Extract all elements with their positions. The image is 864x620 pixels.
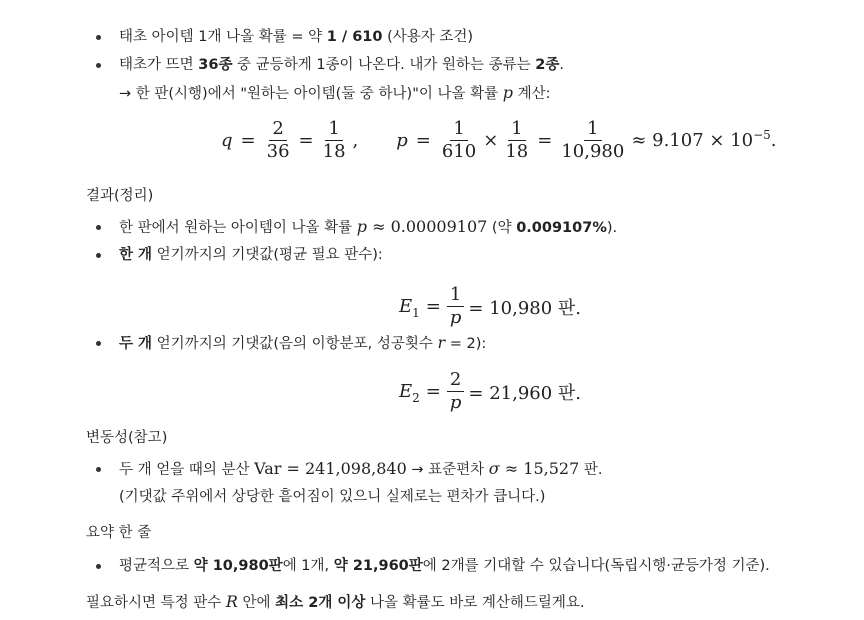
text: .: [559, 57, 565, 73]
math-var: r: [437, 333, 446, 352]
denominator: 610: [441, 141, 477, 162]
equation-e2: [399, 369, 581, 414]
bold-text: 2종: [535, 57, 560, 73]
denominator: 18: [505, 141, 529, 162]
heading-summary: 요약 한 줄: [86, 525, 152, 541]
math-var: R: [225, 592, 238, 611]
text: 에 1개,: [282, 558, 334, 574]
math-text: Var = 241,098,840: [254, 459, 407, 478]
text: 태초 아이템 1개 나올 확률 = 약: [119, 29, 327, 45]
heading-variance: 변동성(참고): [86, 430, 168, 446]
math-op: .: [770, 130, 777, 151]
math-text: ≈ 15,527: [499, 459, 580, 478]
text: = 2):: [445, 336, 487, 352]
text: → 표준편차: [406, 462, 489, 478]
equation-probability: [221, 118, 777, 163]
math-op: ,: [352, 130, 359, 151]
math-op: =: [425, 296, 441, 317]
bullet-variance: [119, 459, 602, 480]
numerator: 2: [269, 118, 286, 141]
arrow-note: [119, 83, 551, 104]
bullet-summary: [119, 556, 770, 576]
fraction: [320, 118, 349, 163]
text: 에 2개를 기대할 수 있습니다(독립시행·균등가정 기준).: [422, 558, 770, 574]
fraction: [447, 284, 465, 329]
math-op: ×: [483, 130, 499, 151]
bold-text: 1 / 610: [326, 29, 383, 45]
math-var: E: [399, 296, 413, 317]
math-text: = 10,980 판.: [468, 297, 582, 319]
math-var: E: [399, 381, 413, 402]
text: ).: [606, 220, 618, 236]
math-op: =: [537, 130, 553, 151]
text: 평균적으로: [119, 558, 194, 574]
equation-e1: [399, 284, 581, 329]
fraction: [502, 118, 531, 163]
fraction: [264, 118, 293, 163]
bullet-probability: [119, 217, 617, 238]
math-text: ≈ 0.00009107: [367, 217, 488, 236]
heading-result: 결과(정리): [86, 188, 154, 204]
math-var: p: [502, 83, 513, 102]
fraction: [558, 118, 627, 163]
text: 계산:: [513, 86, 551, 102]
numerator: 2: [447, 369, 464, 392]
text: 필요하시면 특정 판수: [86, 595, 226, 611]
text: (약: [487, 220, 517, 236]
math-op: =: [415, 130, 431, 151]
math-op: =: [298, 130, 314, 151]
bullet-expected-two: [119, 333, 486, 354]
math-var: p: [396, 130, 408, 151]
text: 얻기까지의 기댓값(평균 필요 판수):: [152, 247, 383, 263]
footer-offer: [86, 592, 585, 613]
bullet-drop-rate: [119, 27, 473, 47]
variance-note: (기댓값 주위에서 상당한 흩어짐이 있으니 실제로는 편차가 큽니다.): [119, 489, 546, 505]
math-op: =: [425, 381, 441, 402]
text: (사용자 조건): [382, 29, 474, 45]
numerator: 1: [508, 118, 525, 141]
bullet-uniform-types: [119, 55, 564, 75]
denominator: 36: [266, 141, 290, 162]
subscript: 2: [412, 390, 420, 405]
text: → 한 판(시행)에서 "원하는 아이템(둘 중 하나)"이 나올 확률: [119, 86, 503, 102]
exponent: −5: [753, 127, 771, 142]
text: 나올 확률도 바로 계산해드릴게요.: [365, 595, 585, 611]
subscript: 1: [412, 305, 420, 320]
bold-text: 약 21,960판: [333, 558, 423, 574]
bold-text: 36종: [198, 57, 233, 73]
text: 태초가 뜨면: [119, 57, 199, 73]
fraction: [447, 369, 465, 414]
text: 한 판에서 원하는 아이템이 나올 확률: [119, 220, 357, 236]
math-text: = 21,960 판.: [468, 382, 582, 404]
bullet-expected-one: [119, 245, 383, 265]
denominator: 18: [322, 141, 346, 162]
numerator: 1: [325, 118, 342, 141]
denominator: p: [449, 392, 462, 413]
bold-text: 약 10,980판: [193, 558, 283, 574]
denominator: 10,980: [561, 141, 625, 162]
denominator: p: [449, 307, 462, 328]
numerator: 1: [584, 118, 601, 141]
math-var: p: [356, 217, 368, 236]
text: 판.: [579, 462, 603, 478]
text: 얻기까지의 기댓값(음의 이항분포, 성공횟수: [152, 336, 438, 352]
bold-text: 0.009107%: [516, 220, 607, 236]
text: 안에: [237, 595, 276, 611]
bold-text: 최소 2개 이상: [275, 595, 366, 611]
text: 중 균등하게 1종이 나온다. 내가 원하는 종류는: [232, 57, 536, 73]
math-op: =: [240, 130, 256, 151]
math-var: σ: [488, 459, 500, 478]
fraction: [439, 118, 479, 163]
bold-text: 한 개: [119, 247, 153, 263]
bold-text: 두 개: [119, 336, 153, 352]
math-text: ≈ 9.107 × 10: [631, 130, 754, 151]
text: 두 개 얻을 때의 분산: [119, 462, 255, 478]
numerator: 1: [447, 284, 464, 307]
numerator: 1: [450, 118, 467, 141]
math-var: q: [221, 130, 233, 151]
